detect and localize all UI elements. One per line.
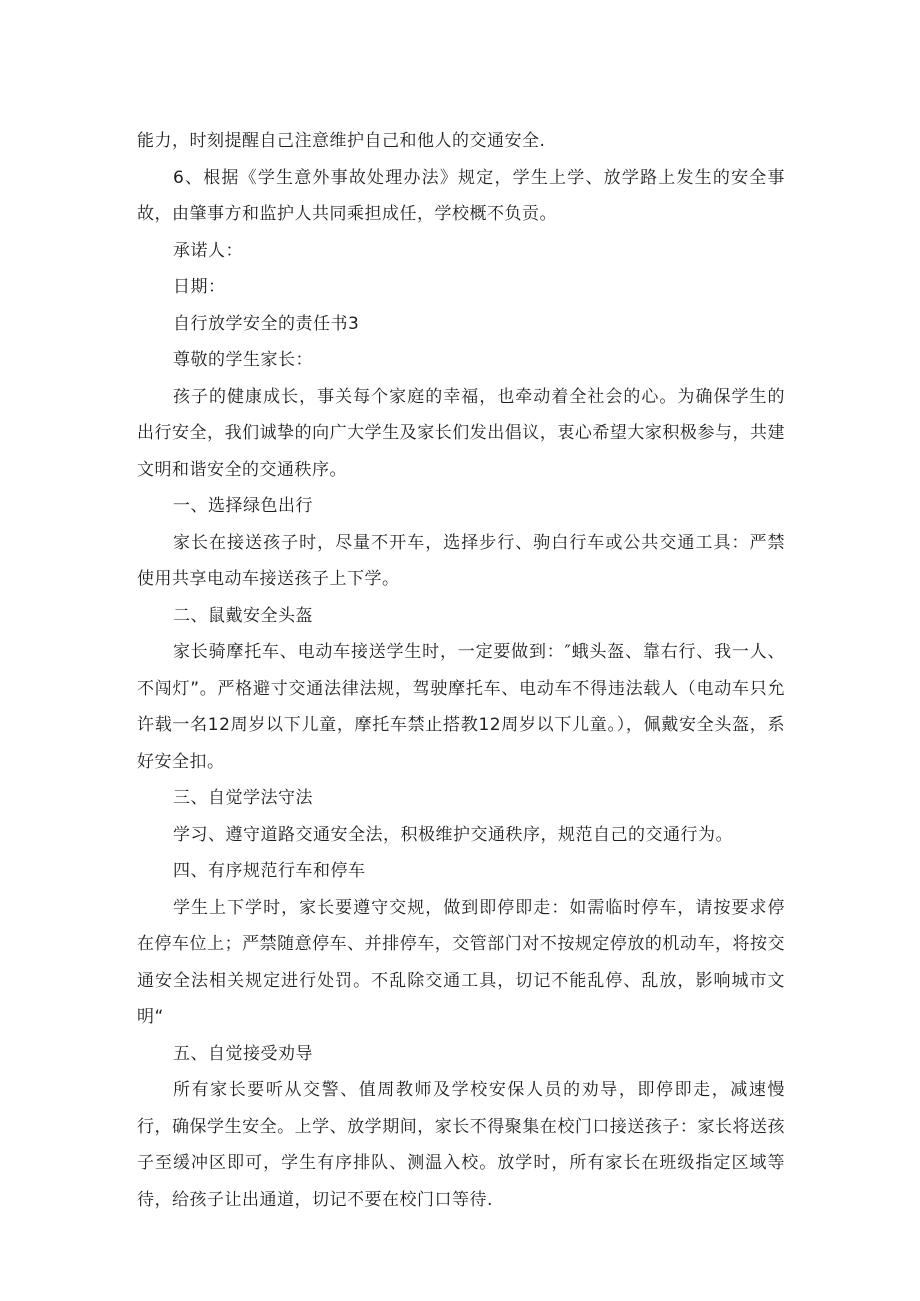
heading-4: 四、有序规范行车和停车 bbox=[173, 861, 366, 881]
paragraph-4: 学生上下学时，家长要遵守交规，做到即停即走：如需临时停车，请按要求停在停车位上；严禁随意停车、并排停车，交管部门对不按规定停放的机动车，将按交通安全法相关规定进行处罚。不乱除交通工具，切记不能乱停、乱放，影响城市文明“ bbox=[137, 897, 785, 1027]
paragraph-item-6: 6、根据《学生意外事故处理办法》规定，学生上学、放学路上发生的安全事故，由肇事方和监护人共同乘担成任，学校概不负贡。 bbox=[137, 167, 785, 224]
paragraph-5: 所有家长要听从交警、值周教师及学校安保人员的劝导，即停即走，减速慢行，确保学生安全。上学、放学期间，家长不得聚集在校门口接送孩子：家长将送孩子至缓冲区即可，学生有序排队、测温入校。放学时，所有家长在班级指定区域等待，给孩子让出通道，切记不要在校门口等待. bbox=[137, 1080, 785, 1210]
paragraph-continuation: 能力，时刻提醒自己注意维护自己和他人的交通安全. bbox=[137, 131, 546, 151]
signature-date: 日期： bbox=[173, 277, 226, 297]
heading-3: 三、自觉学法守法 bbox=[173, 788, 313, 808]
paragraph-3: 学习、遵守道路交通安全法，积极维护交通秩序，规范自己的交通行为。 bbox=[173, 824, 733, 845]
heading-5: 五、自觉接受劝导 bbox=[173, 1043, 313, 1064]
paragraph-2: 家长骑摩托车、电动车接送学生时，一定要做到：″蛾头盔、靠右行、我一人、不闯灯”。严格避寸交通法律法规，驾驶摩托车、电动车不得违法载人（电动车只允许载一名12周岁以下儿童，摩托车禁止搭教12周岁以下儿童。），佩戴安全头盔，系好安全扣。 bbox=[137, 642, 785, 772]
section-title: 自行放学安全的责任书3 bbox=[173, 313, 360, 334]
salutation: 尊敬的学生家长： bbox=[173, 350, 313, 370]
heading-1: 一、选择绿色出行 bbox=[173, 496, 313, 516]
heading-2: 二、鼠戴安全头盔 bbox=[173, 605, 313, 626]
signature-promisor: 承诺人： bbox=[173, 240, 243, 261]
paragraph-1: 家长在接送孩子时，尽量不开车，选择步行、驹白行车或公共交通工具：严禁使用共享电动车接送孩子上下学。 bbox=[137, 532, 785, 589]
intro-paragraph: 孩子的健康成长，事关每个家庭的幸福，也牵动着全社会的心。为确保学生的出行安全，我们诚挚的向广大学生及家长们发出倡议，衷心希望大家积极参与，共建文明和谐安全的交通秩序。 bbox=[137, 386, 785, 480]
document-body bbox=[137, 123, 785, 1218]
